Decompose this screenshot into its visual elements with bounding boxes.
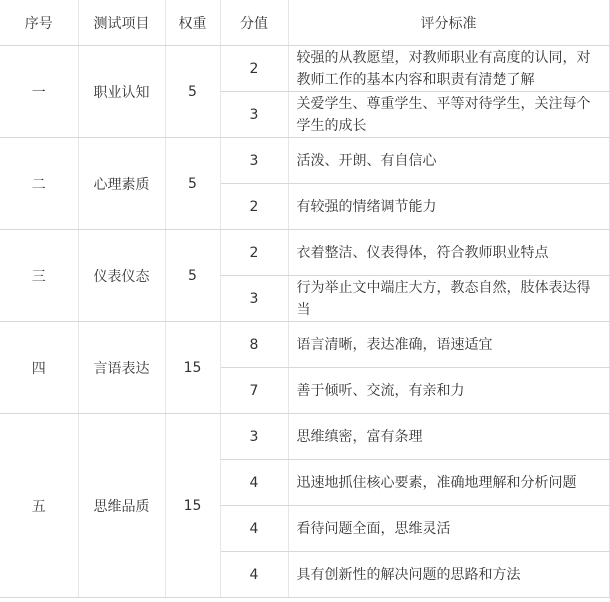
group-weight: 5 <box>165 230 220 322</box>
row-score: 2 <box>220 184 288 230</box>
table-row <box>0 230 609 276</box>
group-item: 仪表仪态 <box>78 230 165 322</box>
row-criterion: 关爱学生、尊重学生、平等对待学生，关注每个学生的成长 <box>288 92 609 138</box>
header-no: 序号 <box>0 0 78 46</box>
row-criterion: 语言清晰，表达准确，语速适宜 <box>288 322 609 368</box>
row-criterion: 有较强的情绪调节能力 <box>288 184 609 230</box>
row-score: 8 <box>220 322 288 368</box>
row-criterion: 具有创新性的解决问题的思路和方法 <box>288 552 609 598</box>
row-score: 4 <box>220 460 288 506</box>
header-score: 分值 <box>220 0 288 46</box>
group-weight: 15 <box>165 322 220 414</box>
group-no: 一 <box>0 46 78 138</box>
group-no: 二 <box>0 138 78 230</box>
table-row <box>0 322 609 368</box>
row-score: 3 <box>220 414 288 460</box>
group-no: 五 <box>0 414 78 598</box>
table-row <box>0 46 609 92</box>
table-row <box>0 138 609 184</box>
row-score: 2 <box>220 46 288 92</box>
row-criterion: 衣着整洁、仪表得体，符合教师职业特点 <box>288 230 609 276</box>
row-score: 4 <box>220 506 288 552</box>
row-criterion: 思维缜密，富有条理 <box>288 414 609 460</box>
row-score: 7 <box>220 368 288 414</box>
group-item: 职业认知 <box>78 46 165 138</box>
row-criterion: 较强的从教愿望，对教师职业有高度的认同，对教师工作的基本内容和职责有清楚了解 <box>288 46 609 92</box>
group-weight: 5 <box>165 46 220 138</box>
row-score: 3 <box>220 92 288 138</box>
group-item: 心理素质 <box>78 138 165 230</box>
row-criterion: 活泼、开朗、有自信心 <box>288 138 609 184</box>
row-criterion: 迅速地抓住核心要素，准确地理解和分析问题 <box>288 460 609 506</box>
group-no: 四 <box>0 322 78 414</box>
row-criterion: 看待问题全面，思维灵活 <box>288 506 609 552</box>
row-score: 2 <box>220 230 288 276</box>
group-weight: 15 <box>165 414 220 598</box>
group-no: 三 <box>0 230 78 322</box>
table-row <box>0 414 609 460</box>
header-item: 测试项目 <box>78 0 165 46</box>
row-criterion: 善于倾听、交流，有亲和力 <box>288 368 609 414</box>
row-score: 3 <box>220 276 288 322</box>
header-row <box>0 0 609 46</box>
group-item: 思维品质 <box>78 414 165 598</box>
row-score: 3 <box>220 138 288 184</box>
group-item: 言语表达 <box>78 322 165 414</box>
header-criterion: 评分标准 <box>288 0 609 46</box>
row-criterion: 行为举止文中端庄大方，教态自然，肢体表达得当 <box>288 276 609 322</box>
header-weight: 权重 <box>165 0 220 46</box>
row-score: 4 <box>220 552 288 598</box>
group-weight: 5 <box>165 138 220 230</box>
